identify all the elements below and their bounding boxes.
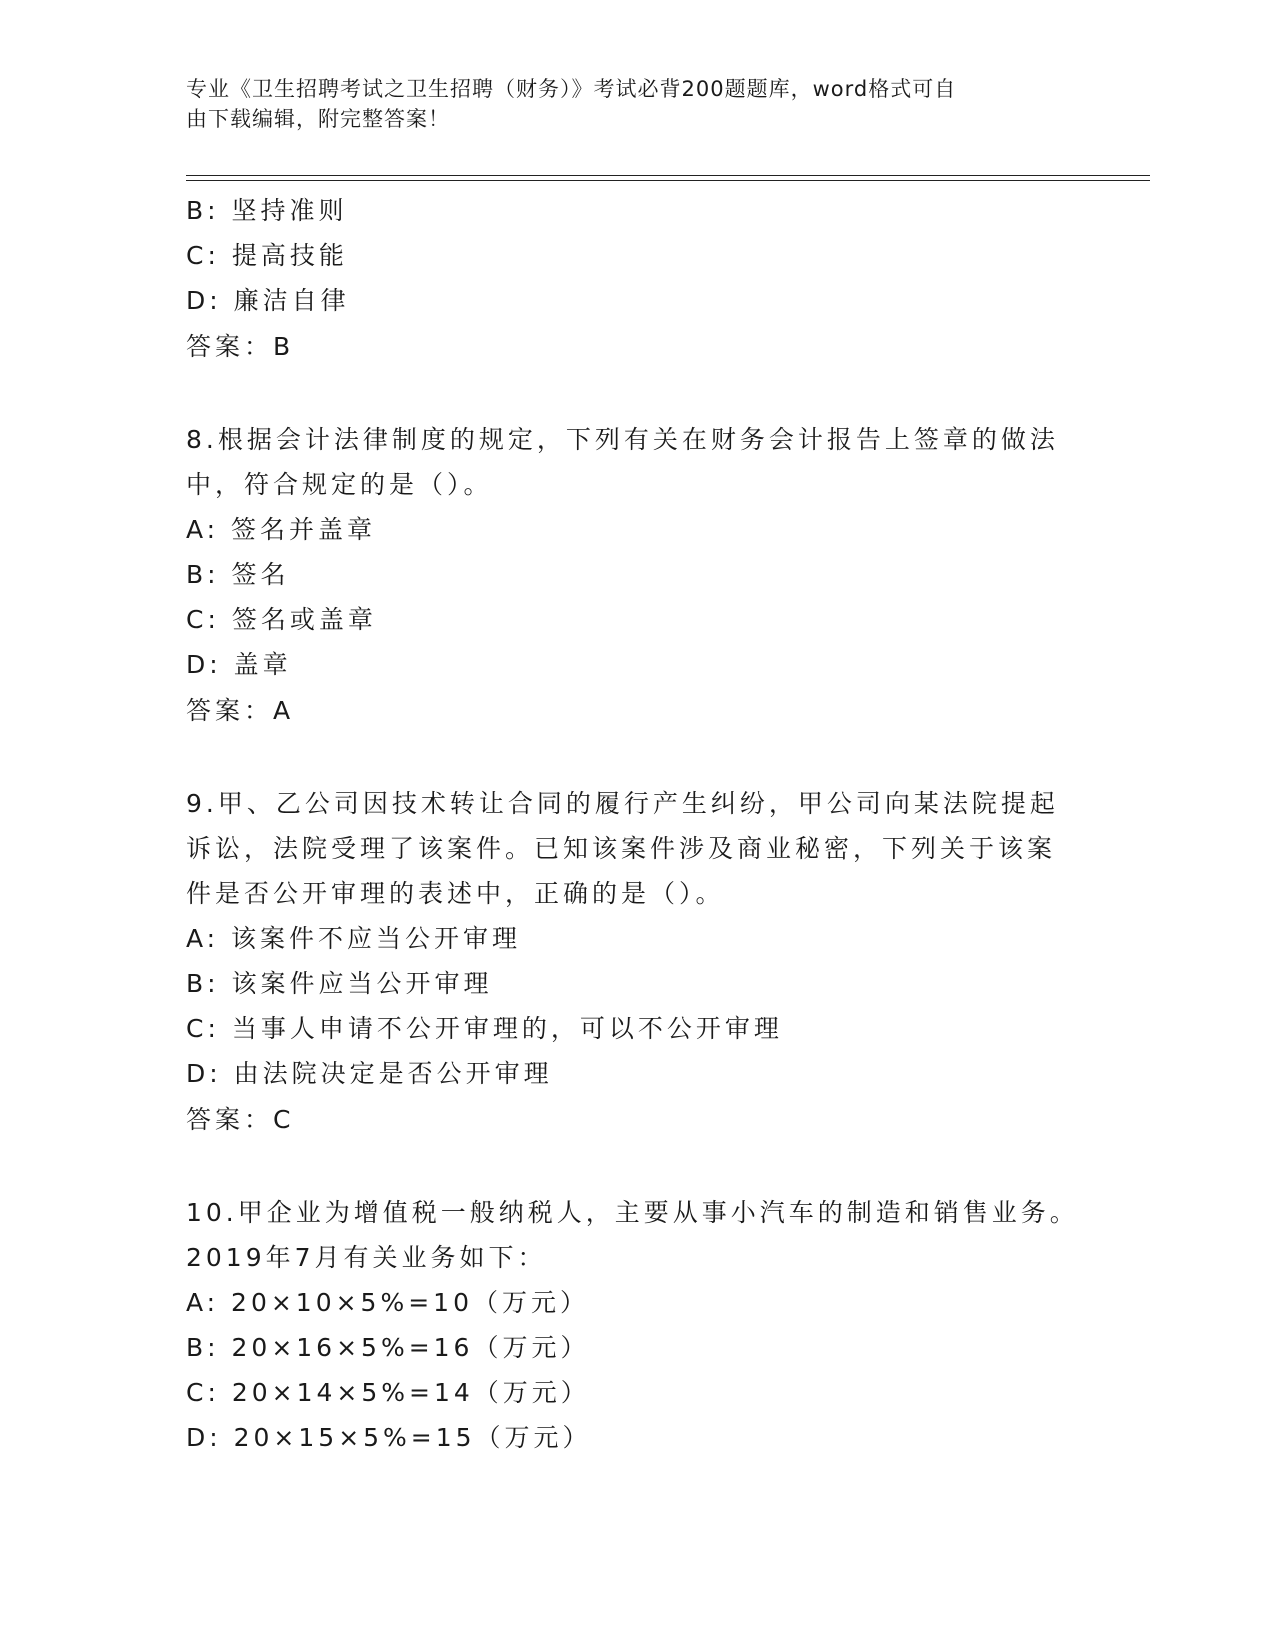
question-stem-line: 8.根据会计法律制度的规定，下列有关在财务会计报告上签章的做法 bbox=[186, 425, 1059, 454]
question-stem-line: 9.甲、乙公司因技术转让合同的履行产生纠纷，甲公司向某法院提起 bbox=[186, 789, 1059, 818]
option-d: D: 廉洁自律 bbox=[186, 286, 350, 315]
option-a: A: 该案件不应当公开审理 bbox=[186, 924, 522, 953]
option-c: C: 20×14×5%=14（万元） bbox=[186, 1378, 590, 1407]
answer-line: 答案：C bbox=[186, 1105, 295, 1134]
question-stem-line: 10.甲企业为增值税一般纳税人，主要从事小汽车的制造和销售业务。 bbox=[186, 1198, 1079, 1227]
header-title-line-1: 专业《卫生招聘考试之卫生招聘（财务）》考试必背200题题库，word格式可自 bbox=[186, 77, 957, 101]
document-body bbox=[186, 188, 1079, 1460]
option-b: B: 20×16×5%=16（万元） bbox=[186, 1333, 590, 1362]
option-d: D: 盖章 bbox=[186, 650, 292, 679]
option-b: B: 该案件应当公开审理 bbox=[186, 969, 493, 998]
question-stem-line: 2019年7月有关业务如下： bbox=[186, 1243, 547, 1272]
question-stem-line: 诉讼，法院受理了该案件。已知该案件涉及商业秘密，下列关于该案 bbox=[186, 834, 1057, 863]
document-header bbox=[186, 74, 1066, 134]
question-gap bbox=[186, 734, 1066, 781]
question-9 bbox=[186, 781, 1066, 1143]
option-a: A: 20×10×5%=10（万元） bbox=[186, 1288, 589, 1317]
header-rule-bottom bbox=[186, 180, 1150, 181]
question-10 bbox=[186, 1190, 1079, 1460]
answer-line: 答案：A bbox=[186, 696, 295, 725]
header-rule-top bbox=[186, 175, 1150, 176]
option-a: A: 签名并盖章 bbox=[186, 515, 377, 544]
option-c: C: 当事人申请不公开审理的，可以不公开审理 bbox=[186, 1014, 783, 1043]
option-d: D: 20×15×5%=15（万元） bbox=[186, 1423, 592, 1452]
option-b: B: 签名 bbox=[186, 560, 290, 589]
question-7 bbox=[186, 188, 1066, 370]
header-title-line-2: 由下载编辑，附完整答案！ bbox=[186, 107, 450, 131]
question-gap bbox=[186, 370, 1066, 417]
option-c: C: 签名或盖章 bbox=[186, 605, 377, 634]
option-d: D: 由法院决定是否公开审理 bbox=[186, 1059, 553, 1088]
answer-line: 答案：B bbox=[186, 332, 295, 361]
question-gap bbox=[186, 1143, 1066, 1190]
question-8 bbox=[186, 417, 1066, 734]
question-stem-line: 中，符合规定的是（）。 bbox=[186, 470, 493, 499]
question-stem-line: 件是否公开审理的表述中，正确的是（）。 bbox=[186, 879, 725, 908]
option-c: C: 提高技能 bbox=[186, 241, 348, 270]
option-b: B: 坚持准则 bbox=[186, 196, 348, 225]
